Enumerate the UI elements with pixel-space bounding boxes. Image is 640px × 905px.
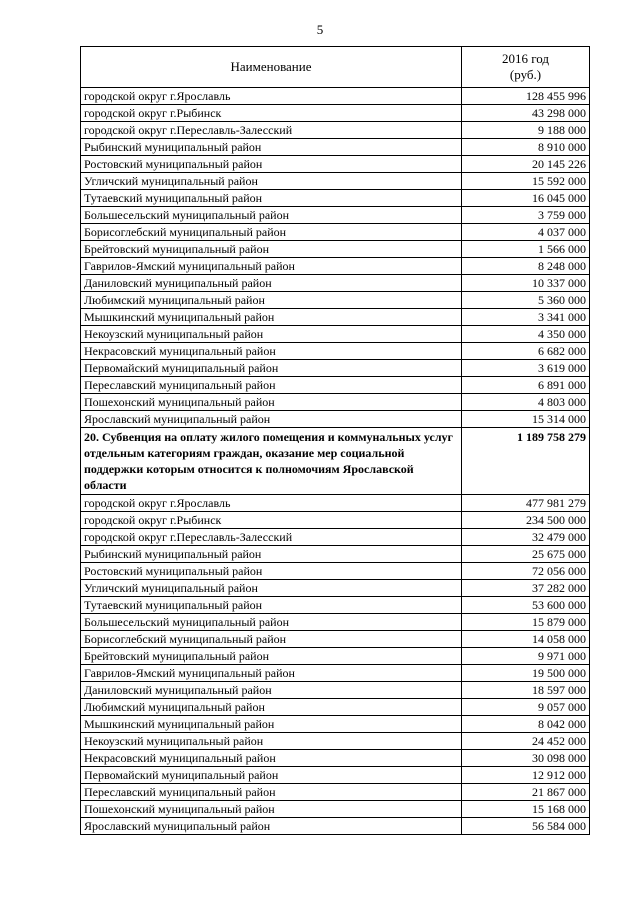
header-year-label: 2016 год (502, 51, 549, 66)
table-row (81, 292, 590, 309)
table-row (81, 309, 590, 326)
table-row (81, 88, 590, 105)
section-20-row (81, 428, 590, 495)
row-name: Ростовский муниципальный район (81, 563, 462, 580)
group2-body (81, 495, 590, 835)
table-row (81, 546, 590, 563)
table-row (81, 733, 590, 750)
row-amount: 18 597 000 (462, 682, 590, 699)
table-row (81, 682, 590, 699)
table-row (81, 224, 590, 241)
row-name: городской округ г.Ярославль (81, 495, 462, 512)
row-name: Рыбинский муниципальный район (81, 139, 462, 156)
table-row (81, 377, 590, 394)
table-row (81, 343, 590, 360)
row-amount: 53 600 000 (462, 597, 590, 614)
header-year (462, 47, 590, 88)
table-row (81, 529, 590, 546)
section20-body (81, 428, 590, 495)
table-row (81, 258, 590, 275)
row-amount: 4 037 000 (462, 224, 590, 241)
section-20-amount: 1 189 758 279 (462, 428, 590, 495)
table-row (81, 105, 590, 122)
header-unit-label: (руб.) (509, 67, 542, 82)
table-row (81, 394, 590, 411)
table-row (81, 767, 590, 784)
table-row (81, 173, 590, 190)
row-name: Некоузский муниципальный район (81, 733, 462, 750)
row-name: Тутаевский муниципальный район (81, 190, 462, 207)
table-row (81, 275, 590, 292)
table-row (81, 818, 590, 835)
table-row (81, 631, 590, 648)
page-number: 5 (316, 22, 324, 37)
row-amount: 6 891 000 (462, 377, 590, 394)
row-amount: 15 314 000 (462, 411, 590, 428)
table-row (81, 139, 590, 156)
row-amount: 30 098 000 (462, 750, 590, 767)
row-name: Брейтовский муниципальный район (81, 648, 462, 665)
row-name: Тутаевский муниципальный район (81, 597, 462, 614)
row-name: Угличский муниципальный район (81, 580, 462, 597)
row-name: Даниловский муниципальный район (81, 682, 462, 699)
row-name: Некрасовский муниципальный район (81, 750, 462, 767)
row-name: Любимский муниципальный район (81, 699, 462, 716)
table-row (81, 495, 590, 512)
row-name: Переславский муниципальный район (81, 784, 462, 801)
row-amount: 15 592 000 (462, 173, 590, 190)
row-amount: 477 981 279 (462, 495, 590, 512)
table-row (81, 648, 590, 665)
row-name: Большесельский муниципальный район (81, 207, 462, 224)
row-name: Ростовский муниципальный район (81, 156, 462, 173)
row-amount: 9 057 000 (462, 699, 590, 716)
row-name: Пошехонский муниципальный район (81, 801, 462, 818)
row-amount: 6 682 000 (462, 343, 590, 360)
table-row (81, 360, 590, 377)
row-name: Угличский муниципальный район (81, 173, 462, 190)
row-name: Ярославский муниципальный район (81, 411, 462, 428)
row-name: Ярославский муниципальный район (81, 818, 462, 835)
row-name: Пошехонский муниципальный район (81, 394, 462, 411)
row-amount: 37 282 000 (462, 580, 590, 597)
table-row (81, 563, 590, 580)
row-amount: 20 145 226 (462, 156, 590, 173)
table-row (81, 801, 590, 818)
row-amount: 3 759 000 (462, 207, 590, 224)
row-name: Борисоглебский муниципальный район (81, 224, 462, 241)
row-amount: 234 500 000 (462, 512, 590, 529)
row-name: Брейтовский муниципальный район (81, 241, 462, 258)
table-row (81, 122, 590, 139)
table-row (81, 156, 590, 173)
row-amount: 19 500 000 (462, 665, 590, 682)
row-name: Мышкинский муниципальный район (81, 716, 462, 733)
row-amount: 43 298 000 (462, 105, 590, 122)
row-name: Любимский муниципальный район (81, 292, 462, 309)
row-name: городской округ г.Рыбинск (81, 105, 462, 122)
budget-table (80, 46, 590, 835)
row-amount: 10 337 000 (462, 275, 590, 292)
table-row (81, 784, 590, 801)
row-name: Большесельский муниципальный район (81, 614, 462, 631)
section-20-title: 20. Субвенция на оплату жилого помещения и коммунальных услуг отдельным категориям граждан, оказание мер социальной поддержки которым относится к полномочиям Ярославской области (81, 428, 462, 495)
row-name: городской округ г.Переславль-Залесский (81, 529, 462, 546)
table-row (81, 326, 590, 343)
row-name: Даниловский муниципальный район (81, 275, 462, 292)
row-name: Первомайский муниципальный район (81, 767, 462, 784)
row-name: Гаврилов-Ямский муниципальный район (81, 665, 462, 682)
row-amount: 72 056 000 (462, 563, 590, 580)
row-amount: 3 619 000 (462, 360, 590, 377)
row-amount: 16 045 000 (462, 190, 590, 207)
row-amount: 1 566 000 (462, 241, 590, 258)
row-amount: 32 479 000 (462, 529, 590, 546)
row-amount: 56 584 000 (462, 818, 590, 835)
row-name: городской округ г.Переславль-Залесский (81, 122, 462, 139)
table-row (81, 750, 590, 767)
row-amount: 21 867 000 (462, 784, 590, 801)
table-row (81, 190, 590, 207)
table-row (81, 580, 590, 597)
header-name: Наименование (81, 47, 462, 88)
table-row (81, 241, 590, 258)
row-amount: 15 879 000 (462, 614, 590, 631)
row-name: Некоузский муниципальный район (81, 326, 462, 343)
group1-body (81, 88, 590, 428)
row-amount: 4 350 000 (462, 326, 590, 343)
table-row (81, 411, 590, 428)
table-row (81, 699, 590, 716)
row-amount: 9 188 000 (462, 122, 590, 139)
row-name: городской округ г.Ярославль (81, 88, 462, 105)
table-row (81, 512, 590, 529)
row-amount: 9 971 000 (462, 648, 590, 665)
row-amount: 8 248 000 (462, 258, 590, 275)
row-amount: 25 675 000 (462, 546, 590, 563)
row-name: городской округ г.Рыбинск (81, 512, 462, 529)
table-row (81, 614, 590, 631)
row-name: Первомайский муниципальный район (81, 360, 462, 377)
table-row (81, 207, 590, 224)
table-header-row (81, 47, 590, 88)
row-amount: 8 910 000 (462, 139, 590, 156)
row-amount: 4 803 000 (462, 394, 590, 411)
row-amount: 3 341 000 (462, 309, 590, 326)
row-amount: 14 058 000 (462, 631, 590, 648)
row-name: Гаврилов-Ямский муниципальный район (81, 258, 462, 275)
table-row (81, 665, 590, 682)
row-amount: 15 168 000 (462, 801, 590, 818)
row-name: Борисоглебский муниципальный район (81, 631, 462, 648)
row-amount: 128 455 996 (462, 88, 590, 105)
row-name: Некрасовский муниципальный район (81, 343, 462, 360)
row-amount: 5 360 000 (462, 292, 590, 309)
row-name: Переславский муниципальный район (81, 377, 462, 394)
table-row (81, 716, 590, 733)
row-amount: 8 042 000 (462, 716, 590, 733)
row-name: Мышкинский муниципальный район (81, 309, 462, 326)
row-amount: 24 452 000 (462, 733, 590, 750)
row-amount: 12 912 000 (462, 767, 590, 784)
row-name: Рыбинский муниципальный район (81, 546, 462, 563)
table-row (81, 597, 590, 614)
